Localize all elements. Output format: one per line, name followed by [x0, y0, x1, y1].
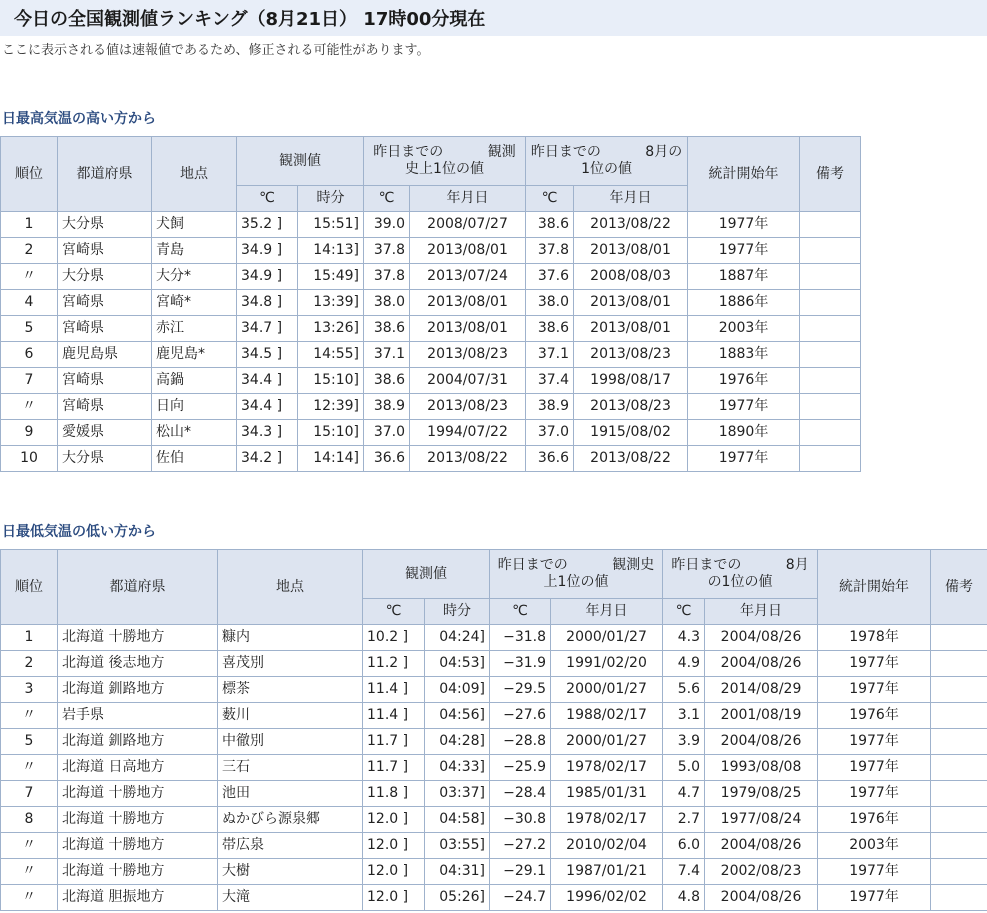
header-date: 年月日 [410, 186, 526, 212]
cell-station: 標茶 [218, 677, 363, 703]
cell-month-record-value: 38.9 [526, 394, 574, 420]
table-row [1, 651, 987, 677]
cell-remarks [931, 781, 987, 807]
cell-prefecture: 北海道 十勝地方 [58, 781, 218, 807]
cell-month-record-date: 2004/08/26 [705, 651, 818, 677]
cell-record-date: 1991/02/20 [551, 651, 663, 677]
cell-observed-temp: 34.9 ] [237, 238, 298, 264]
cell-remarks [800, 394, 861, 420]
cell-record-date: 2013/08/23 [410, 394, 526, 420]
cell-month-record-date: 1993/08/08 [705, 755, 818, 781]
cell-prefecture: 岩手県 [58, 703, 218, 729]
cell-month-record-date: 2013/08/01 [574, 238, 688, 264]
disclaimer-note: ここに表示される値は速報値であるため、修正される可能性があります。 [2, 43, 430, 58]
header-record-month: 昨日までの 8月の1位の値 [663, 550, 818, 599]
cell-record-value: 39.0 [364, 212, 410, 238]
cell-station: 喜茂別 [218, 651, 363, 677]
cell-record-date: 1985/01/31 [551, 781, 663, 807]
cell-observed-temp: 11.4 ] [363, 703, 425, 729]
cell-record-value: 37.8 [364, 238, 410, 264]
cell-observed-time: 03:55] [425, 833, 490, 859]
table-row [1, 885, 987, 911]
cell-observed-temp: 34.8 ] [237, 290, 298, 316]
cell-month-record-value: 2.7 [663, 807, 705, 833]
table-row [1, 368, 861, 394]
header-celsius: ℃ [490, 599, 551, 625]
cell-rank: 10 [1, 446, 58, 472]
cell-rank: 〃 [1, 859, 58, 885]
cell-remarks [931, 625, 987, 651]
cell-observed-time: 12:39] [298, 394, 364, 420]
cell-month-record-date: 2001/08/19 [705, 703, 818, 729]
cell-remarks [931, 703, 987, 729]
cell-record-value: −27.2 [490, 833, 551, 859]
cell-prefecture: 宮崎県 [58, 316, 152, 342]
cell-prefecture: 北海道 日高地方 [58, 755, 218, 781]
cell-rank: 7 [1, 368, 58, 394]
cell-observed-time: 04:09] [425, 677, 490, 703]
cell-month-record-date: 1977/08/24 [705, 807, 818, 833]
cell-remarks [931, 833, 987, 859]
header-record-all: 昨日までの 観測史上1位の値 [490, 550, 663, 599]
cell-month-record-value: 4.8 [663, 885, 705, 911]
cell-record-value: −24.7 [490, 885, 551, 911]
header-celsius: ℃ [237, 186, 298, 212]
cell-month-record-value: 38.6 [526, 212, 574, 238]
cell-start-year: 1977年 [688, 212, 800, 238]
cell-observed-temp: 34.3 ] [237, 420, 298, 446]
header-time: 時分 [425, 599, 490, 625]
cell-prefecture: 愛媛県 [58, 420, 152, 446]
cell-month-record-value: 37.0 [526, 420, 574, 446]
header-rank: 順位 [1, 137, 58, 212]
cell-record-date: 2013/08/22 [410, 446, 526, 472]
header-station: 地点 [218, 550, 363, 625]
cell-station: 高鍋 [152, 368, 237, 394]
cell-rank: 4 [1, 290, 58, 316]
cell-remarks [800, 446, 861, 472]
cell-month-record-date: 1979/08/25 [705, 781, 818, 807]
cell-station: 糠内 [218, 625, 363, 651]
cell-month-record-date: 2013/08/23 [574, 342, 688, 368]
cell-start-year: 1977年 [818, 859, 931, 885]
table-row [1, 807, 987, 833]
cell-remarks [931, 755, 987, 781]
cell-prefecture: 宮崎県 [58, 368, 152, 394]
cell-station: 三石 [218, 755, 363, 781]
cell-rank: 2 [1, 238, 58, 264]
cell-observed-time: 04:28] [425, 729, 490, 755]
cell-station: 帯広泉 [218, 833, 363, 859]
header-prefecture: 都道府県 [58, 550, 218, 625]
header-date: 年月日 [705, 599, 818, 625]
high-temp-table [0, 136, 861, 472]
cell-remarks [931, 859, 987, 885]
cell-rank: 〃 [1, 703, 58, 729]
cell-observed-time: 04:53] [425, 651, 490, 677]
table-row [1, 859, 987, 885]
cell-observed-temp: 10.2 ] [363, 625, 425, 651]
cell-start-year: 1883年 [688, 342, 800, 368]
cell-station: 中徹別 [218, 729, 363, 755]
cell-start-year: 1978年 [818, 625, 931, 651]
cell-observed-temp: 34.2 ] [237, 446, 298, 472]
cell-rank: 〃 [1, 885, 58, 911]
cell-start-year: 1886年 [688, 290, 800, 316]
table-row [1, 238, 861, 264]
cell-observed-temp: 34.7 ] [237, 316, 298, 342]
table-row [1, 755, 987, 781]
cell-observed-temp: 11.7 ] [363, 755, 425, 781]
cell-prefecture: 北海道 十勝地方 [58, 807, 218, 833]
table-row [1, 394, 861, 420]
cell-month-record-value: 38.0 [526, 290, 574, 316]
table-row [1, 677, 987, 703]
cell-prefecture: 大分県 [58, 212, 152, 238]
cell-remarks [931, 729, 987, 755]
cell-record-value: −29.5 [490, 677, 551, 703]
cell-station: 青島 [152, 238, 237, 264]
cell-start-year: 2003年 [818, 833, 931, 859]
cell-observed-temp: 12.0 ] [363, 885, 425, 911]
table-row [1, 625, 987, 651]
cell-rank: 〃 [1, 833, 58, 859]
cell-record-value: −28.4 [490, 781, 551, 807]
header-record-month: 昨日までの 8月の1位の値 [526, 137, 688, 186]
cell-month-record-date: 2008/08/03 [574, 264, 688, 290]
cell-observed-temp: 35.2 ] [237, 212, 298, 238]
cell-record-date: 2004/07/31 [410, 368, 526, 394]
cell-start-year: 1976年 [818, 703, 931, 729]
cell-month-record-date: 2013/08/01 [574, 290, 688, 316]
header-celsius: ℃ [363, 599, 425, 625]
cell-rank: 6 [1, 342, 58, 368]
cell-observed-temp: 12.0 ] [363, 807, 425, 833]
cell-observed-time: 15:51] [298, 212, 364, 238]
cell-observed-temp: 11.8 ] [363, 781, 425, 807]
header-observed: 観測値 [237, 137, 364, 186]
cell-prefecture: 宮崎県 [58, 394, 152, 420]
header-time: 時分 [298, 186, 364, 212]
cell-station: 犬飼 [152, 212, 237, 238]
cell-station: 日向 [152, 394, 237, 420]
cell-rank: 2 [1, 651, 58, 677]
cell-month-record-value: 4.3 [663, 625, 705, 651]
cell-record-value: 37.0 [364, 420, 410, 446]
cell-station: 大樹 [218, 859, 363, 885]
header-remarks: 備考 [931, 550, 987, 625]
cell-month-record-value: 3.9 [663, 729, 705, 755]
cell-observed-time: 05:26] [425, 885, 490, 911]
cell-month-record-date: 2004/08/26 [705, 885, 818, 911]
cell-rank: 8 [1, 807, 58, 833]
cell-observed-time: 03:37] [425, 781, 490, 807]
title-bar [0, 0, 987, 36]
cell-prefecture: 北海道 胆振地方 [58, 885, 218, 911]
cell-prefecture: 北海道 釧路地方 [58, 677, 218, 703]
cell-prefecture: 北海道 釧路地方 [58, 729, 218, 755]
cell-record-value: −28.8 [490, 729, 551, 755]
cell-observed-time: 14:55] [298, 342, 364, 368]
cell-prefecture: 大分県 [58, 264, 152, 290]
cell-observed-time: 04:56] [425, 703, 490, 729]
cell-record-value: 38.9 [364, 394, 410, 420]
table-row [1, 342, 861, 368]
cell-record-date: 2000/01/27 [551, 625, 663, 651]
cell-month-record-value: 37.1 [526, 342, 574, 368]
cell-record-date: 2000/01/27 [551, 677, 663, 703]
table-row [1, 703, 987, 729]
cell-start-year: 1976年 [688, 368, 800, 394]
cell-month-record-value: 37.8 [526, 238, 574, 264]
cell-rank: 9 [1, 420, 58, 446]
cell-rank: 〃 [1, 264, 58, 290]
cell-record-value: 37.1 [364, 342, 410, 368]
cell-month-record-value: 37.6 [526, 264, 574, 290]
table-row [1, 781, 987, 807]
cell-observed-time: 15:10] [298, 368, 364, 394]
cell-record-value: 38.0 [364, 290, 410, 316]
cell-rank: 〃 [1, 394, 58, 420]
cell-start-year: 1977年 [818, 677, 931, 703]
cell-month-record-date: 2004/08/26 [705, 729, 818, 755]
cell-start-year: 1976年 [818, 807, 931, 833]
cell-station: 大分* [152, 264, 237, 290]
cell-observed-temp: 12.0 ] [363, 859, 425, 885]
cell-remarks [931, 807, 987, 833]
table-row [1, 290, 861, 316]
cell-observed-time: 04:58] [425, 807, 490, 833]
cell-start-year: 1887年 [688, 264, 800, 290]
cell-observed-temp: 34.5 ] [237, 342, 298, 368]
header-date: 年月日 [551, 599, 663, 625]
cell-month-record-date: 2004/08/26 [705, 625, 818, 651]
cell-record-date: 2013/08/01 [410, 238, 526, 264]
cell-month-record-date: 2013/08/22 [574, 212, 688, 238]
cell-observed-temp: 34.9 ] [237, 264, 298, 290]
cell-observed-temp: 11.4 ] [363, 677, 425, 703]
cell-station: 佐伯 [152, 446, 237, 472]
cell-record-value: −31.8 [490, 625, 551, 651]
cell-start-year: 1977年 [818, 729, 931, 755]
cell-remarks [800, 342, 861, 368]
cell-station: 宮崎* [152, 290, 237, 316]
cell-prefecture: 北海道 後志地方 [58, 651, 218, 677]
low-temp-table [0, 549, 987, 911]
cell-rank: 5 [1, 316, 58, 342]
cell-record-value: 36.6 [364, 446, 410, 472]
cell-rank: 1 [1, 625, 58, 651]
cell-remarks [931, 885, 987, 911]
cell-record-date: 2013/08/01 [410, 290, 526, 316]
cell-prefecture: 北海道 十勝地方 [58, 625, 218, 651]
cell-start-year: 1977年 [818, 651, 931, 677]
cell-record-value: −29.1 [490, 859, 551, 885]
cell-record-date: 1996/02/02 [551, 885, 663, 911]
table-row [1, 212, 861, 238]
cell-observed-time: 15:10] [298, 420, 364, 446]
cell-start-year: 1977年 [688, 238, 800, 264]
cell-month-record-date: 2013/08/01 [574, 316, 688, 342]
cell-month-record-value: 4.7 [663, 781, 705, 807]
cell-start-year: 2003年 [688, 316, 800, 342]
cell-record-date: 2013/07/24 [410, 264, 526, 290]
cell-month-record-value: 7.4 [663, 859, 705, 885]
cell-record-value: 37.8 [364, 264, 410, 290]
cell-record-date: 2008/07/27 [410, 212, 526, 238]
cell-start-year: 1977年 [688, 394, 800, 420]
cell-station: 松山* [152, 420, 237, 446]
cell-observed-time: 14:13] [298, 238, 364, 264]
cell-prefecture: 宮崎県 [58, 238, 152, 264]
cell-observed-time: 04:31] [425, 859, 490, 885]
cell-start-year: 1977年 [688, 446, 800, 472]
header-celsius: ℃ [364, 186, 410, 212]
cell-month-record-date: 1915/08/02 [574, 420, 688, 446]
cell-start-year: 1977年 [818, 781, 931, 807]
cell-month-record-date: 2004/08/26 [705, 833, 818, 859]
cell-record-value: 38.6 [364, 368, 410, 394]
cell-prefecture: 北海道 十勝地方 [58, 859, 218, 885]
cell-month-record-date: 2013/08/23 [574, 394, 688, 420]
cell-record-date: 2013/08/23 [410, 342, 526, 368]
cell-rank: 7 [1, 781, 58, 807]
cell-month-record-date: 1998/08/17 [574, 368, 688, 394]
cell-prefecture: 宮崎県 [58, 290, 152, 316]
header-remarks: 備考 [800, 137, 861, 212]
page-title: 今日の全国観測値ランキング（8月21日） 17時00分現在 [14, 9, 486, 30]
cell-station: 赤江 [152, 316, 237, 342]
cell-record-date: 2000/01/27 [551, 729, 663, 755]
table-row [1, 420, 861, 446]
cell-record-date: 2010/02/04 [551, 833, 663, 859]
cell-month-record-value: 36.6 [526, 446, 574, 472]
cell-month-record-value: 4.9 [663, 651, 705, 677]
header-celsius: ℃ [526, 186, 574, 212]
cell-station: 鹿児島* [152, 342, 237, 368]
high-temp-heading: 日最高気温の高い方から [2, 111, 156, 127]
cell-month-record-date: 2002/08/23 [705, 859, 818, 885]
cell-remarks [931, 651, 987, 677]
cell-station: 薮川 [218, 703, 363, 729]
cell-record-value: −31.9 [490, 651, 551, 677]
cell-station: 池田 [218, 781, 363, 807]
cell-station: ぬかびら源泉郷 [218, 807, 363, 833]
header-station: 地点 [152, 137, 237, 212]
header-start-year: 統計開始年 [688, 137, 800, 212]
cell-month-record-date: 2014/08/29 [705, 677, 818, 703]
cell-rank: 〃 [1, 755, 58, 781]
cell-observed-time: 13:39] [298, 290, 364, 316]
cell-observed-time: 15:49] [298, 264, 364, 290]
header-prefecture: 都道府県 [58, 137, 152, 212]
table-row [1, 729, 987, 755]
cell-month-record-value: 6.0 [663, 833, 705, 859]
cell-month-record-date: 2013/08/22 [574, 446, 688, 472]
cell-observed-time: 04:24] [425, 625, 490, 651]
cell-remarks [800, 212, 861, 238]
cell-record-date: 1988/02/17 [551, 703, 663, 729]
cell-remarks [800, 238, 861, 264]
table-row [1, 316, 861, 342]
low-temp-heading: 日最低気温の低い方から [2, 524, 156, 540]
cell-month-record-value: 5.0 [663, 755, 705, 781]
table-row [1, 264, 861, 290]
table-row [1, 833, 987, 859]
cell-prefecture: 北海道 十勝地方 [58, 833, 218, 859]
header-observed: 観測値 [363, 550, 490, 599]
cell-observed-temp: 34.4 ] [237, 368, 298, 394]
cell-record-date: 1978/02/17 [551, 755, 663, 781]
cell-observed-time: 13:26] [298, 316, 364, 342]
cell-month-record-value: 37.4 [526, 368, 574, 394]
cell-record-value: 38.6 [364, 316, 410, 342]
cell-observed-time: 14:14] [298, 446, 364, 472]
cell-remarks [800, 290, 861, 316]
cell-remarks [800, 368, 861, 394]
cell-start-year: 1977年 [818, 755, 931, 781]
cell-start-year: 1977年 [818, 885, 931, 911]
cell-remarks [931, 677, 987, 703]
cell-prefecture: 鹿児島県 [58, 342, 152, 368]
cell-record-value: −30.8 [490, 807, 551, 833]
cell-observed-temp: 11.2 ] [363, 651, 425, 677]
cell-observed-temp: 34.4 ] [237, 394, 298, 420]
cell-remarks [800, 316, 861, 342]
cell-prefecture: 大分県 [58, 446, 152, 472]
cell-record-date: 1994/07/22 [410, 420, 526, 446]
cell-record-date: 2013/08/01 [410, 316, 526, 342]
cell-observed-temp: 12.0 ] [363, 833, 425, 859]
cell-rank: 3 [1, 677, 58, 703]
cell-record-value: −25.9 [490, 755, 551, 781]
cell-remarks [800, 420, 861, 446]
cell-rank: 5 [1, 729, 58, 755]
cell-remarks [800, 264, 861, 290]
header-rank: 順位 [1, 550, 58, 625]
cell-start-year: 1890年 [688, 420, 800, 446]
cell-station: 大滝 [218, 885, 363, 911]
cell-month-record-value: 3.1 [663, 703, 705, 729]
table-row [1, 446, 861, 472]
cell-month-record-value: 5.6 [663, 677, 705, 703]
cell-observed-time: 04:33] [425, 755, 490, 781]
cell-rank: 1 [1, 212, 58, 238]
header-start-year: 統計開始年 [818, 550, 931, 625]
header-record-all: 昨日までの 観測史上1位の値 [364, 137, 526, 186]
cell-observed-temp: 11.7 ] [363, 729, 425, 755]
header-celsius: ℃ [663, 599, 705, 625]
cell-record-date: 1987/01/21 [551, 859, 663, 885]
cell-record-date: 1978/02/17 [551, 807, 663, 833]
cell-record-value: −27.6 [490, 703, 551, 729]
cell-month-record-value: 38.6 [526, 316, 574, 342]
header-date: 年月日 [574, 186, 688, 212]
